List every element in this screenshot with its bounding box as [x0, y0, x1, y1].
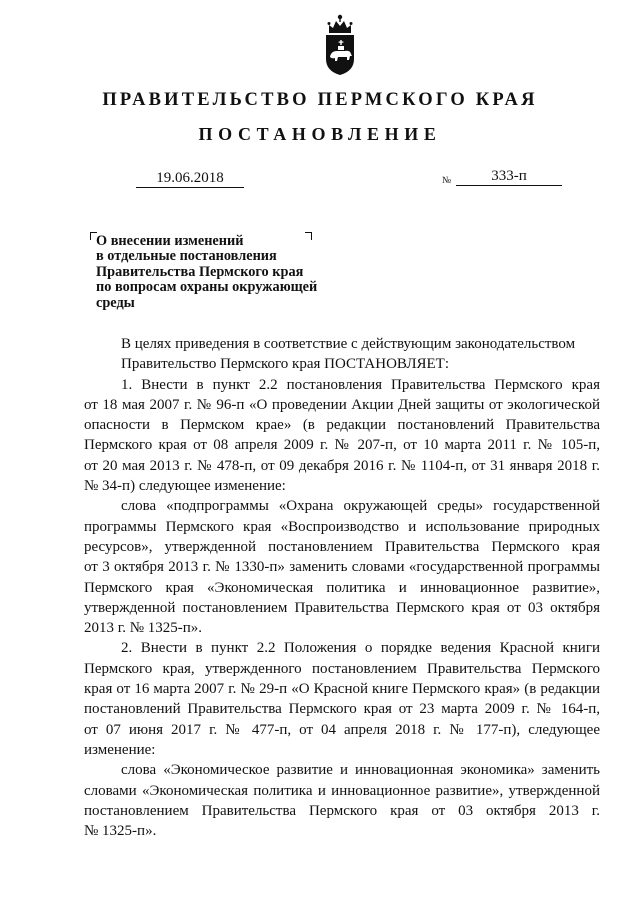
body-line: словами «Экономическая политика и инновационное развитие», утвержденной: [84, 782, 600, 799]
body-line: слова «подпрограммы «Охрана окружающей среды» государственной: [121, 498, 600, 515]
body-line: края от 16 марта 2007 г. № 29-п «О Красной книге Пермского края» (в редакции: [84, 681, 600, 698]
body-line: 2013 г. № 1325-п».: [84, 620, 203, 637]
body-line: утвержденной постановлением Правительства Пермского края от 03 октября: [84, 599, 600, 616]
subject-line: по вопросам охраны окружающей: [96, 279, 318, 296]
body-line: ресурсов», утвержденной постановлением Правительства Пермского края: [84, 538, 600, 555]
subject-line: Правительства Пермского края: [96, 263, 304, 280]
body-line: программы Пермского края «Воспроизводство и использование природных: [84, 518, 600, 535]
body-line: постановлений Правительства Пермского края от 23 марта 2009 г. № 164-п,: [84, 701, 600, 718]
body-line: постановлением Правительства Пермского края от 03 октября 2013 г.: [84, 802, 600, 819]
body-line: Пермского края, утвержденного постановлением Правительства Пермского: [84, 660, 600, 677]
government-title: ПРАВИТЕЛЬСТВО ПЕРМСКОГО КРАЯ: [102, 90, 538, 110]
document-subject: [96, 234, 346, 311]
subject-line: О внесении изменений: [96, 233, 244, 249]
document-type: ПОСТАНОВЛЕНИЕ: [198, 124, 442, 144]
body-line: В целях приведения в соответствие с действующим законодательством: [121, 336, 576, 352]
body-line: № 34-п) следующее изменение:: [84, 478, 286, 495]
document-number: 333-п: [456, 167, 562, 186]
number-label: №: [442, 176, 452, 186]
document-body: [84, 334, 600, 841]
body-line: Правительство Пермского края ПОСТАНОВЛЯЕТ:: [121, 356, 450, 373]
body-line: слова «Экономическое развитие и инновационная экономика» заменить: [121, 762, 600, 779]
body-line: от 18 мая 2007 г. № 96-п «О проведении Акции Дней защиты от экологической: [84, 396, 600, 413]
body-line: изменение:: [84, 741, 156, 758]
body-line: от 07 июня 2017 г. № 477-п, от 04 апреля 2018 г. № 177-п), следующее: [84, 721, 600, 738]
body-line: Пермского края «Экономическая политика и инновационное развитие»,: [84, 579, 600, 596]
perm-krai-coat-of-arms-icon: [321, 13, 359, 77]
body-line: опасности в Пермском крае» (в редакции постановлений Правительства: [84, 417, 600, 434]
body-line: 2. Внести в пункт 2.2 Положения о порядке ведения Красной книги: [121, 640, 600, 657]
body-line: 1. Внести в пункт 2.2 постановления Правительства Пермского края: [121, 376, 600, 393]
body-line: от 20 мая 2013 г. № 478-п, от 09 декабря 2016 г. № 1104-п, от 31 января 2018 г.: [84, 457, 600, 474]
subject-line: среды: [96, 294, 135, 311]
body-line: № 1325-п».: [84, 823, 157, 840]
body-line: от 3 октября 2013 г. № 1330-п» заменить словами «государственной программы: [84, 559, 600, 576]
body-line: Пермского края от 08 апреля 2009 г. № 207-п, от 10 марта 2011 г. № 105-п,: [84, 437, 600, 454]
subject-line: в отдельные постановления: [96, 248, 277, 265]
document-date: 19.06.2018: [136, 170, 244, 188]
